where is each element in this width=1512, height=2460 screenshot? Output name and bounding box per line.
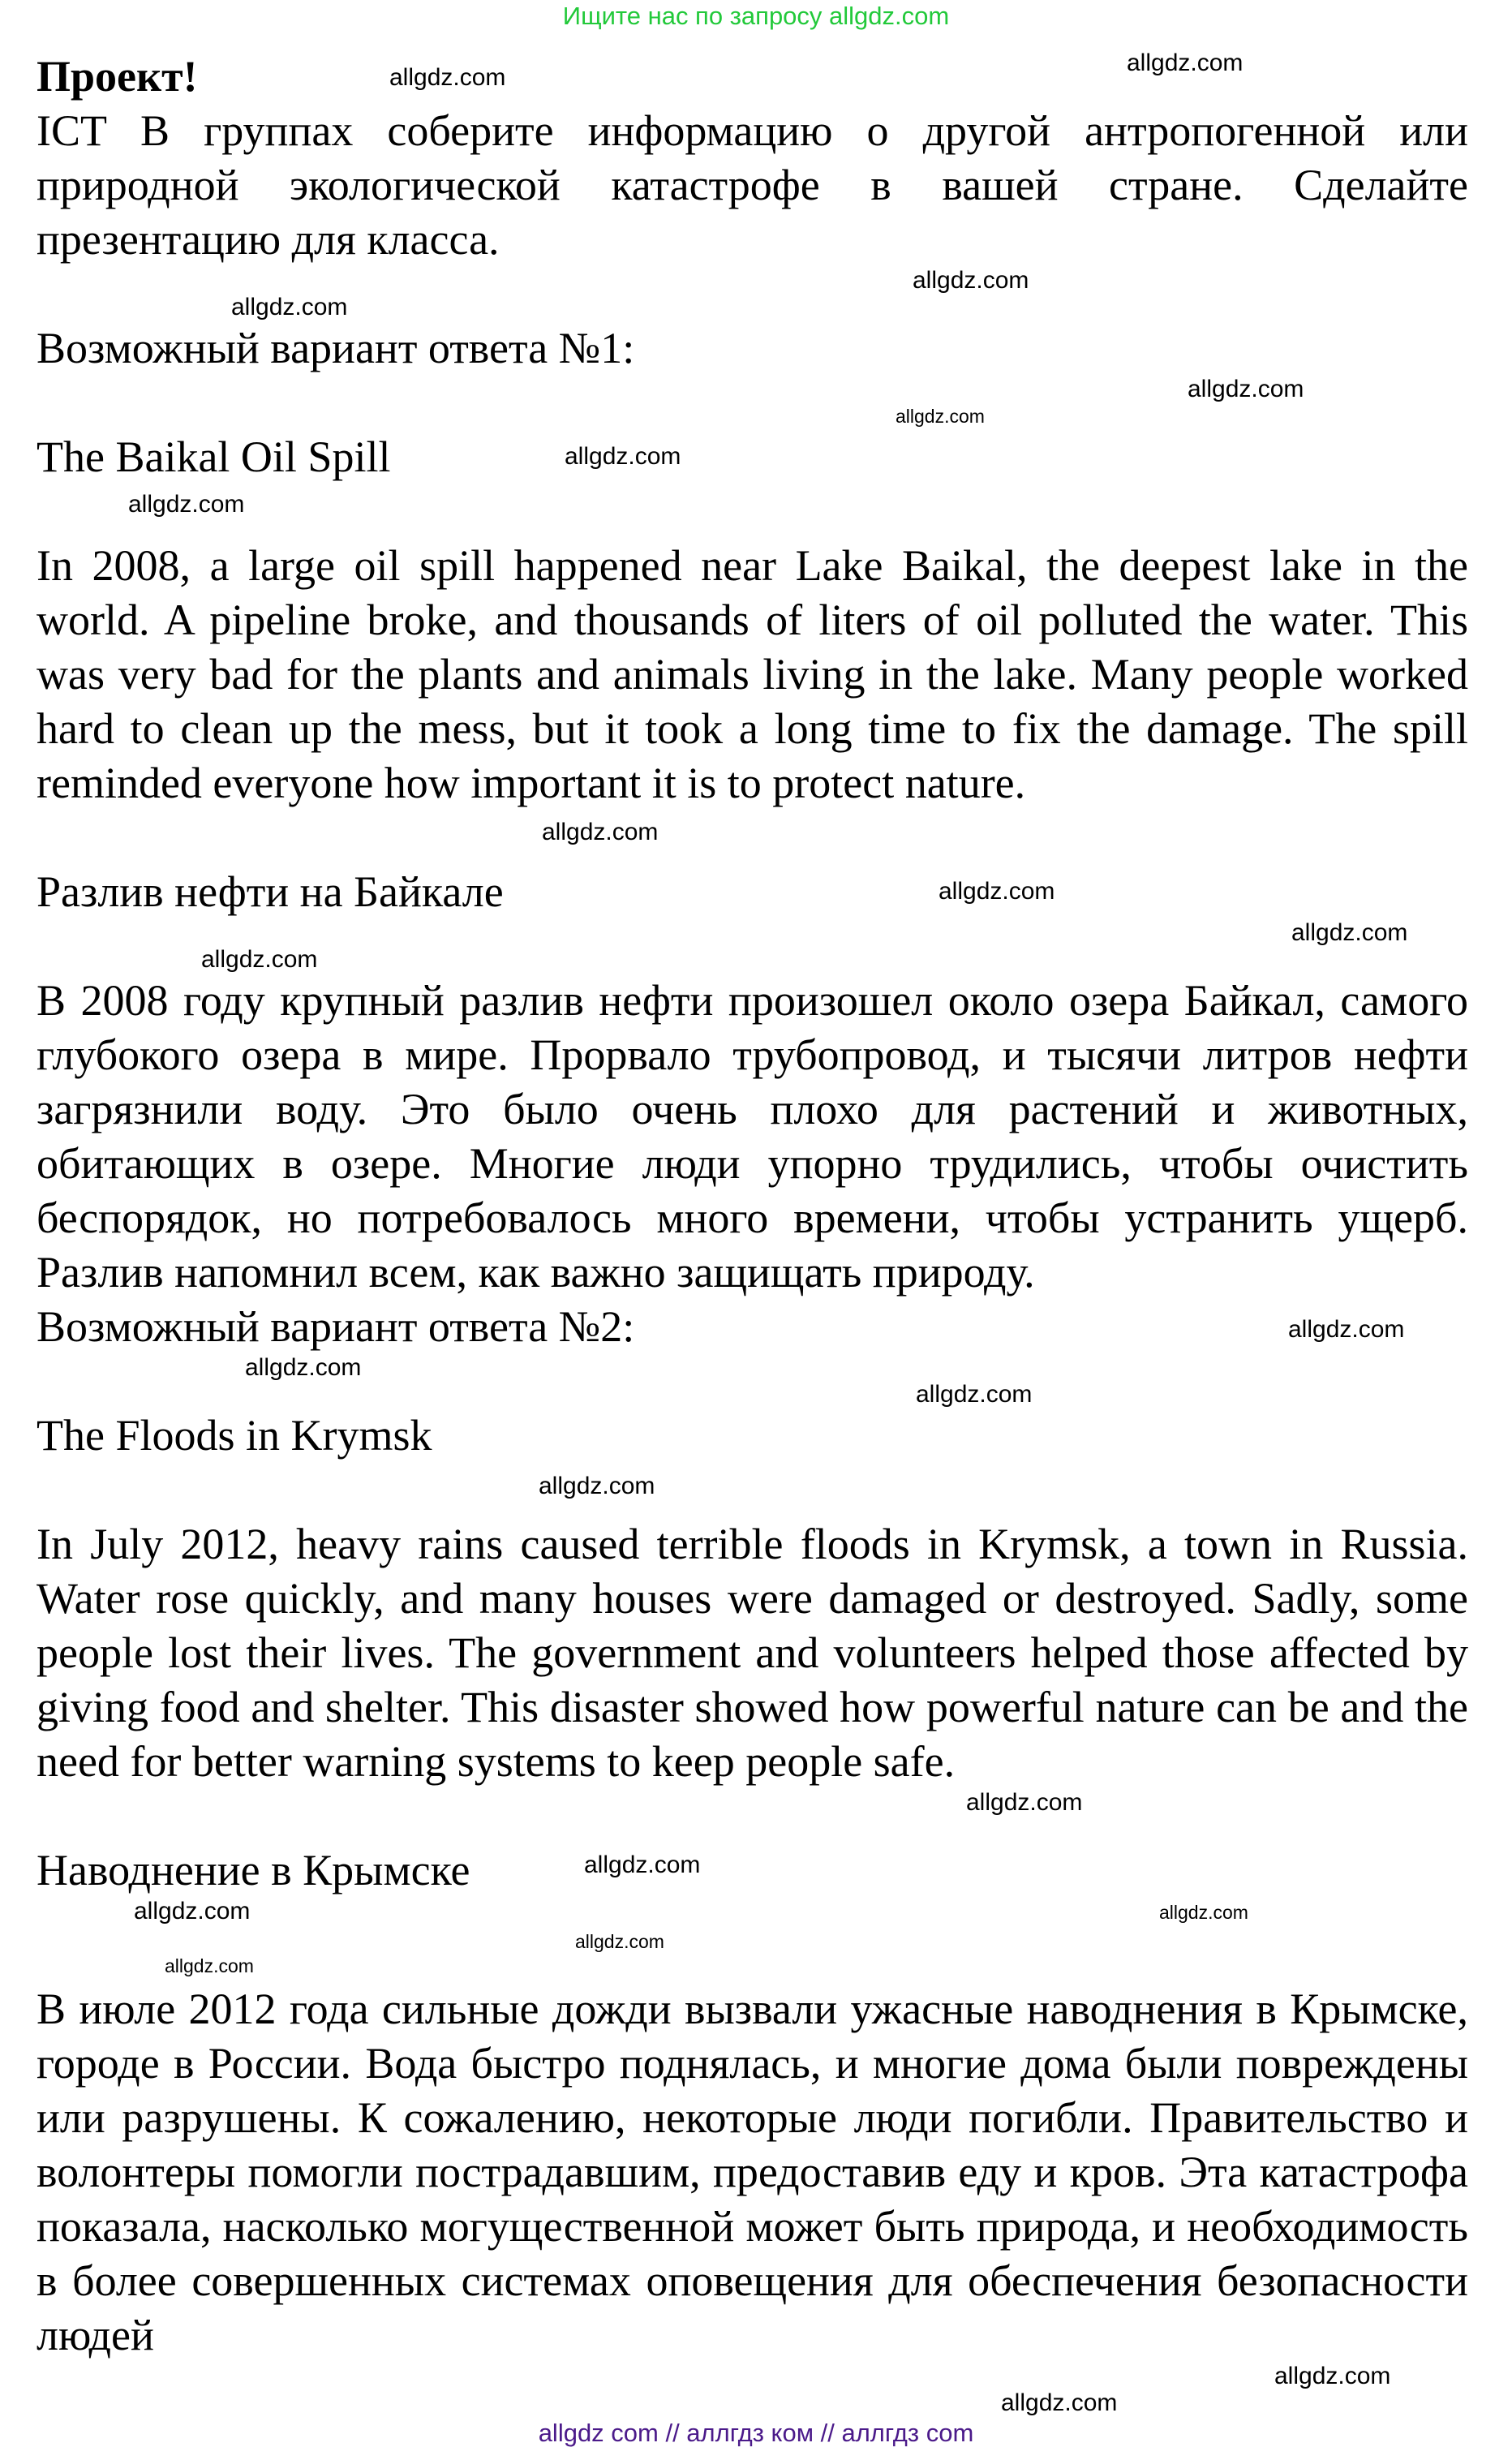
spacer xyxy=(37,1898,1468,1982)
watermark: allgdz.com xyxy=(539,1473,655,1499)
search-banner: Ищите нас по запросу allgdz.com xyxy=(562,2,950,30)
watermark: allgdz.com xyxy=(1001,2389,1118,2416)
answer-1-en-title: The Baikal Oil Spill xyxy=(37,432,391,481)
answer-2-label: Возможный вариант ответа №2: xyxy=(37,1302,635,1351)
footer-bar xyxy=(0,2417,1512,2460)
spacer xyxy=(37,2363,1468,2417)
answer-1-en-title-row xyxy=(37,430,1468,484)
watermark: allgdz.com xyxy=(916,1381,1033,1408)
watermark: allgdz.com xyxy=(1291,919,1408,946)
answer-1-label: Возможный вариант ответа №1: xyxy=(37,324,635,372)
answer-2-ru-title-row xyxy=(37,1843,1468,1898)
spacer xyxy=(37,484,1468,539)
watermark: allgdz.com xyxy=(134,1898,251,1925)
answer-2-label-row xyxy=(37,1300,1468,1354)
spacer xyxy=(37,1354,1468,1408)
answer-1-ru-text: В 2008 году крупный разлив нефти произошел около озера Байкал, самого глубокого озера в мире. Прорвало трубопровод, и тысячи литров нефти загрязнили воду. Это было очень плохо для растений и животных, обитающих в озере. Многие люди упорно трудились, чтобы очистить беспорядок, но потребовалось много времени, чтобы устранить ущерб. Разлив напомнил всем, как важно защищать природу. xyxy=(37,976,1468,1297)
watermark: allgdz.com xyxy=(1288,1316,1405,1343)
answer-2-en-title: The Floods in Krymsk xyxy=(37,1411,432,1460)
watermark: allgdz.com xyxy=(584,1851,701,1878)
watermark: allgdz.com xyxy=(1188,376,1304,402)
page-title: Проект! xyxy=(37,52,198,101)
spacer xyxy=(37,267,1468,321)
spacer xyxy=(37,811,1468,865)
watermark: allgdz.com xyxy=(913,267,1029,294)
answer-2-ru-text: В июле 2012 года сильные дожди вызвали ужасные наводнения в Крымске, городе в России. Вода быстро поднялась, и многие дома были повреждены или разрушены. К сожалению, некоторые люди погибли. Правительство и волонтеры помогли пострадавшим, предоставив еду и кров. Эта катастрофа показала, насколько могущественной может быть природа, и необходимость в более совершенных системах оповещения для обеспечения безопасности людей xyxy=(37,1985,1468,2359)
watermark: allgdz.com xyxy=(245,1354,362,1381)
title-row xyxy=(37,49,1468,104)
spacer xyxy=(37,1789,1468,1843)
watermark: allgdz.com xyxy=(565,443,681,470)
answer-1-ru-title: Разлив нефти на Байкале xyxy=(37,867,504,916)
watermark: allgdz.com xyxy=(1159,1902,1248,1923)
task-text: ICT В группах соберите информацию о другой антропогенной или природной экологической катастрофе в вашей стране. Сделайте презентацию для класса. xyxy=(37,106,1468,264)
answer-1-label-row xyxy=(37,321,1468,376)
watermark: allgdz.com xyxy=(389,64,506,91)
spacer xyxy=(37,1463,1468,1517)
watermark: allgdz.com xyxy=(575,1931,664,1952)
watermark: allgdz.com xyxy=(939,878,1055,905)
spacer xyxy=(37,376,1468,430)
watermark: allgdz.com xyxy=(1274,2363,1391,2389)
answer-2-en-text: In July 2012, heavy rains caused terrible floods in Krymsk, a town in Russia. Water rose quickly, and many houses were damaged or destroyed. Sadly, some people lost their lives. The government and volunteers helped those affected by giving food and shelter. This disaster showed how powerful nature can be and the need for better warning systems to keep people safe. xyxy=(37,1520,1468,1786)
watermark: allgdz.com xyxy=(1127,49,1244,76)
spacer xyxy=(37,919,1468,974)
watermark: allgdz.com xyxy=(966,1789,1083,1816)
answer-1-en-text: In 2008, a large oil spill happened near Lake Baikal, the deepest lake in the world. A pipeline broke, and thousands of liters of oil polluted the water. This was very bad for the plants and animals living in the lake. Many people worked hard to clean up the mess, but it took a long time to fix the damage. The spill reminded everyone how important it is to protect nature. xyxy=(37,541,1468,807)
footer-links: allgdz com // аллгдз ком // аллгдз com xyxy=(538,2419,974,2447)
watermark: allgdz.com xyxy=(542,819,659,845)
watermark: allgdz.com xyxy=(231,294,348,320)
watermark: allgdz.com xyxy=(896,406,985,427)
answer-1-ru-title-row xyxy=(37,865,1468,919)
document-body xyxy=(0,32,1512,2417)
search-banner-bar xyxy=(0,0,1512,32)
watermark: allgdz.com xyxy=(165,1955,254,1976)
answer-2-ru-title: Наводнение в Крымске xyxy=(37,1846,470,1894)
watermark: allgdz.com xyxy=(201,946,318,973)
watermark: allgdz.com xyxy=(128,491,245,518)
answer-2-en-title-row xyxy=(37,1408,1468,1463)
